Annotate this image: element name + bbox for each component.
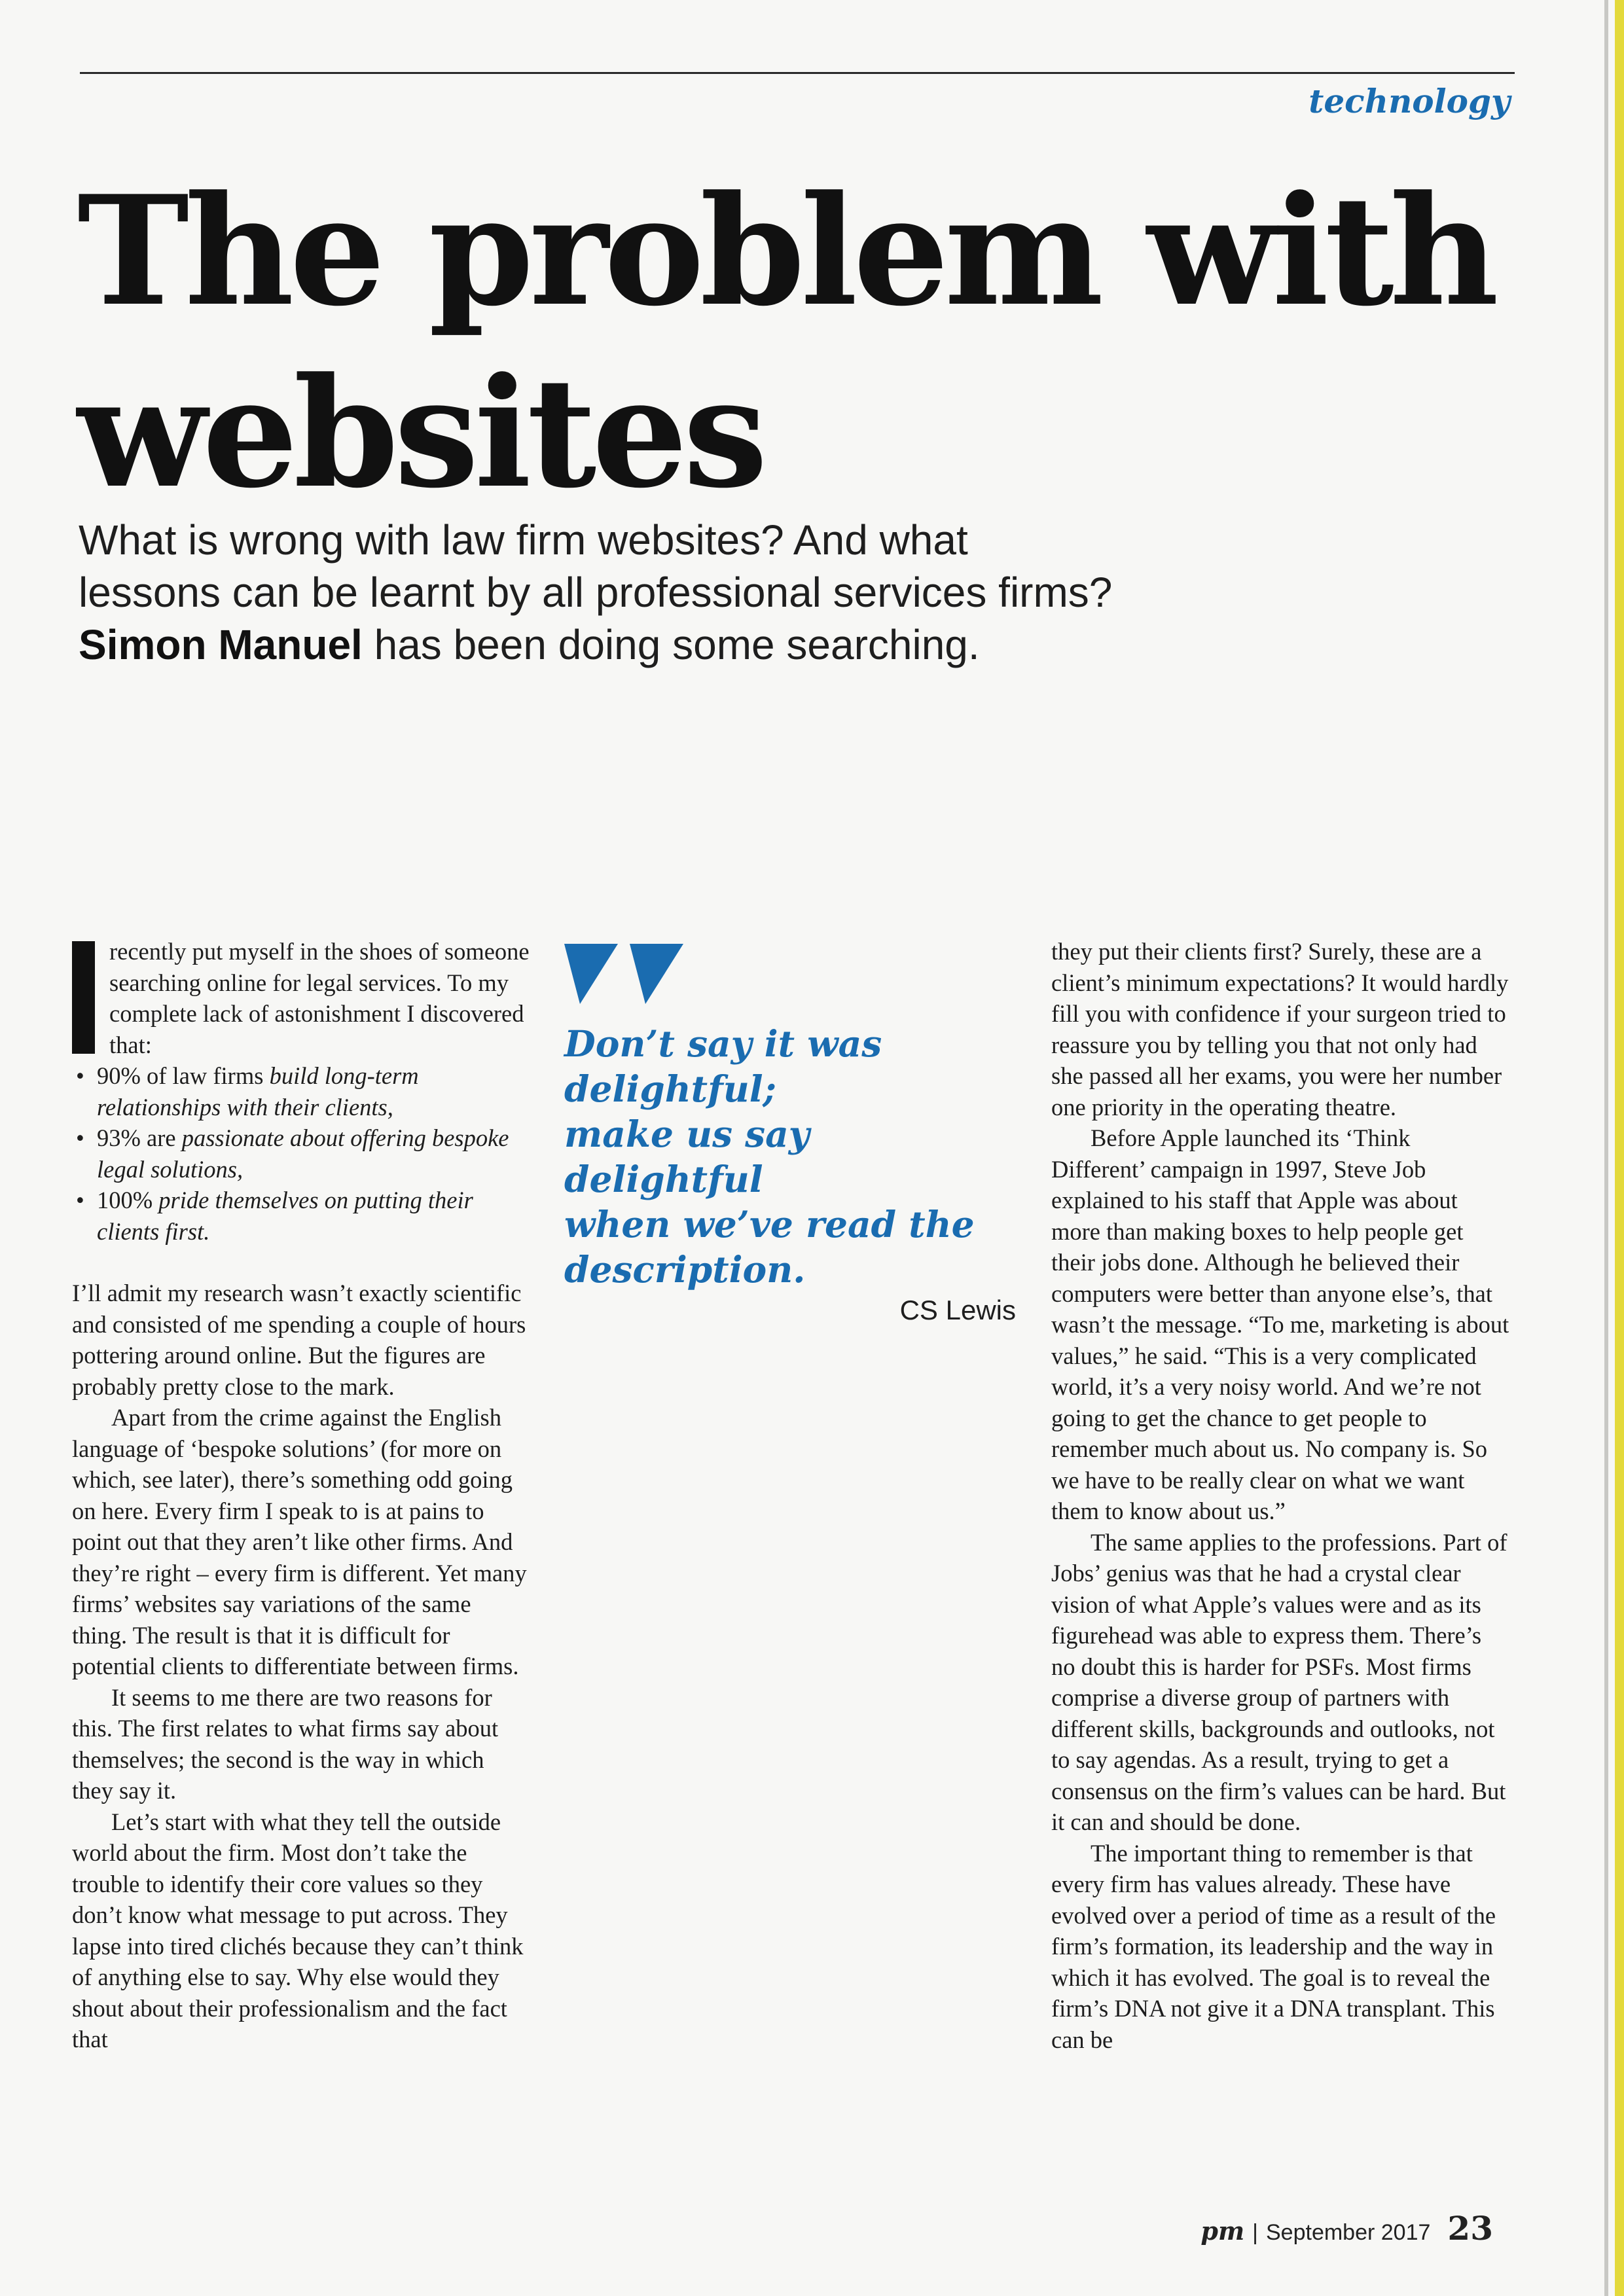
magazine-brand: pm: [1200, 2216, 1245, 2246]
stats-list: [72, 1060, 530, 1247]
quote-line: make us say delightful: [564, 1113, 810, 1200]
body-paragraph: It seems to me there are two reasons for this. The first relates to what firms say about themselves; the second is the way in which they say it.: [72, 1683, 499, 1804]
standfirst-line-2: lessons can be learnt by all professional services firms?: [79, 569, 1113, 616]
top-rule: [80, 72, 1515, 74]
page-edge-shadow: [1604, 0, 1608, 2296]
footer-separator: |: [1252, 2220, 1258, 2245]
pull-quote-text: [564, 1021, 1016, 1292]
body-paragraph: they put their clients first? Surely, these are a client’s minimum expectations? It would hardly fill you with confidence if your surgeon tried to reassure you by telling you that not only had she passed all her exams, you were her number one priority in the operating theatre.: [1051, 938, 1509, 1121]
list-item: • 100% pride themselves on putting their clients first.: [72, 1185, 530, 1247]
drop-cap-i: [72, 941, 95, 1054]
intro-text: recently put myself in the shoes of someone searching online for legal services. To my complete lack of astonishment I discovered that:: [109, 938, 530, 1058]
page-edge-yellow: [1615, 0, 1624, 2296]
pull-quote-author: CS Lewis: [899, 1295, 1016, 1325]
section-tag: technology: [1308, 82, 1510, 120]
page-number: 23: [1447, 2209, 1493, 2248]
article-column-3: [1051, 936, 1509, 2055]
quote-mark-icon: [564, 936, 695, 1008]
pull-quote: [564, 936, 1016, 1326]
body-paragraph: The same applies to the professions. Part of Jobs’ genius was that he had a crystal clear vision of what Apple’s values were and as its figurehead was able to express them. There’s no doubt this is harder for PSFs. Most firms comprise a diverse group of partners with different skills, backgrounds and outlooks, not to say agendas. As a result, trying to get a consensus on the firm’s values can be hard. But it can and should be done.: [1051, 1528, 1507, 1835]
article-column-1: [72, 936, 530, 2055]
quote-line: when we’ve read the: [564, 1203, 975, 1246]
headline: [77, 160, 1550, 524]
author-name: Simon Manuel: [79, 621, 363, 668]
list-item: • 90% of law firms build long-term relationships with their clients,: [72, 1060, 530, 1122]
quote-line: delightful;: [564, 1067, 776, 1110]
quote-line: description.: [564, 1248, 806, 1291]
body-paragraph: Before Apple launched its ‘Think Different’ campaign in 1997, Steve Job explained to his staff that Apple was about more than making boxes to help people get their jobs done. Although he believed their computers were better than anyone else’s, that wasn’t the message. “To me, marketing is about values,” he said. “This is a very complicated world, it’s a very noisy world. And we’re not going to get the chance to get people to remember much about us. No company is. So we have to be really clear on what we want them to know about us.”: [1051, 1124, 1509, 1524]
standfirst-line-1: What is wrong with law firm websites? And what: [79, 516, 968, 564]
list-item: • 93% are passionate about offering bespoke legal solutions,: [72, 1122, 530, 1185]
intro-paragraph: [72, 936, 530, 1060]
body-paragraph: The important thing to remember is that every firm has values already. These have evolved over a period of time as a result of the firm’s formation, its leadership and the way in which it has evolved. The goal is to reveal the firm’s DNA not give it a DNA transplant. This can be: [1051, 1839, 1496, 2053]
body-paragraph: Apart from the crime against the English language of ‘bespoke solutions’ (for more on which, see later), there’s something odd going on here. Every firm I speak to is at pains to point out that they aren’t like other firms. And they’re right – every firm is different. Yet many firms’ websites say variations of the same thing. The result is that it is difficult for potential clients to differentiate between firms.: [72, 1404, 527, 1679]
page-footer: [1200, 2209, 1493, 2248]
body-paragraph: Let’s start with what they tell the outside world about the firm. Most don’t take the trouble to identify their core values so they don’t know what message to put across. They lapse into tired clichés because they can’t think of anything else to say. Why else would they shout about their professionalism and the fact that: [72, 1808, 524, 2053]
headline-line-2: websites: [77, 345, 764, 522]
issue-date: September 2017: [1266, 2220, 1431, 2245]
quote-line: Don’t say it was: [564, 1022, 882, 1065]
headline-line-1: The problem with: [77, 163, 1494, 340]
body-paragraph: I’ll admit my research wasn’t exactly scientific and consisted of me spending a couple of hours pottering around online. But the figures are probably pretty close to the mark.: [72, 1280, 526, 1400]
standfirst-line-3: has been doing some searching.: [362, 621, 980, 668]
standfirst: [79, 514, 1191, 671]
